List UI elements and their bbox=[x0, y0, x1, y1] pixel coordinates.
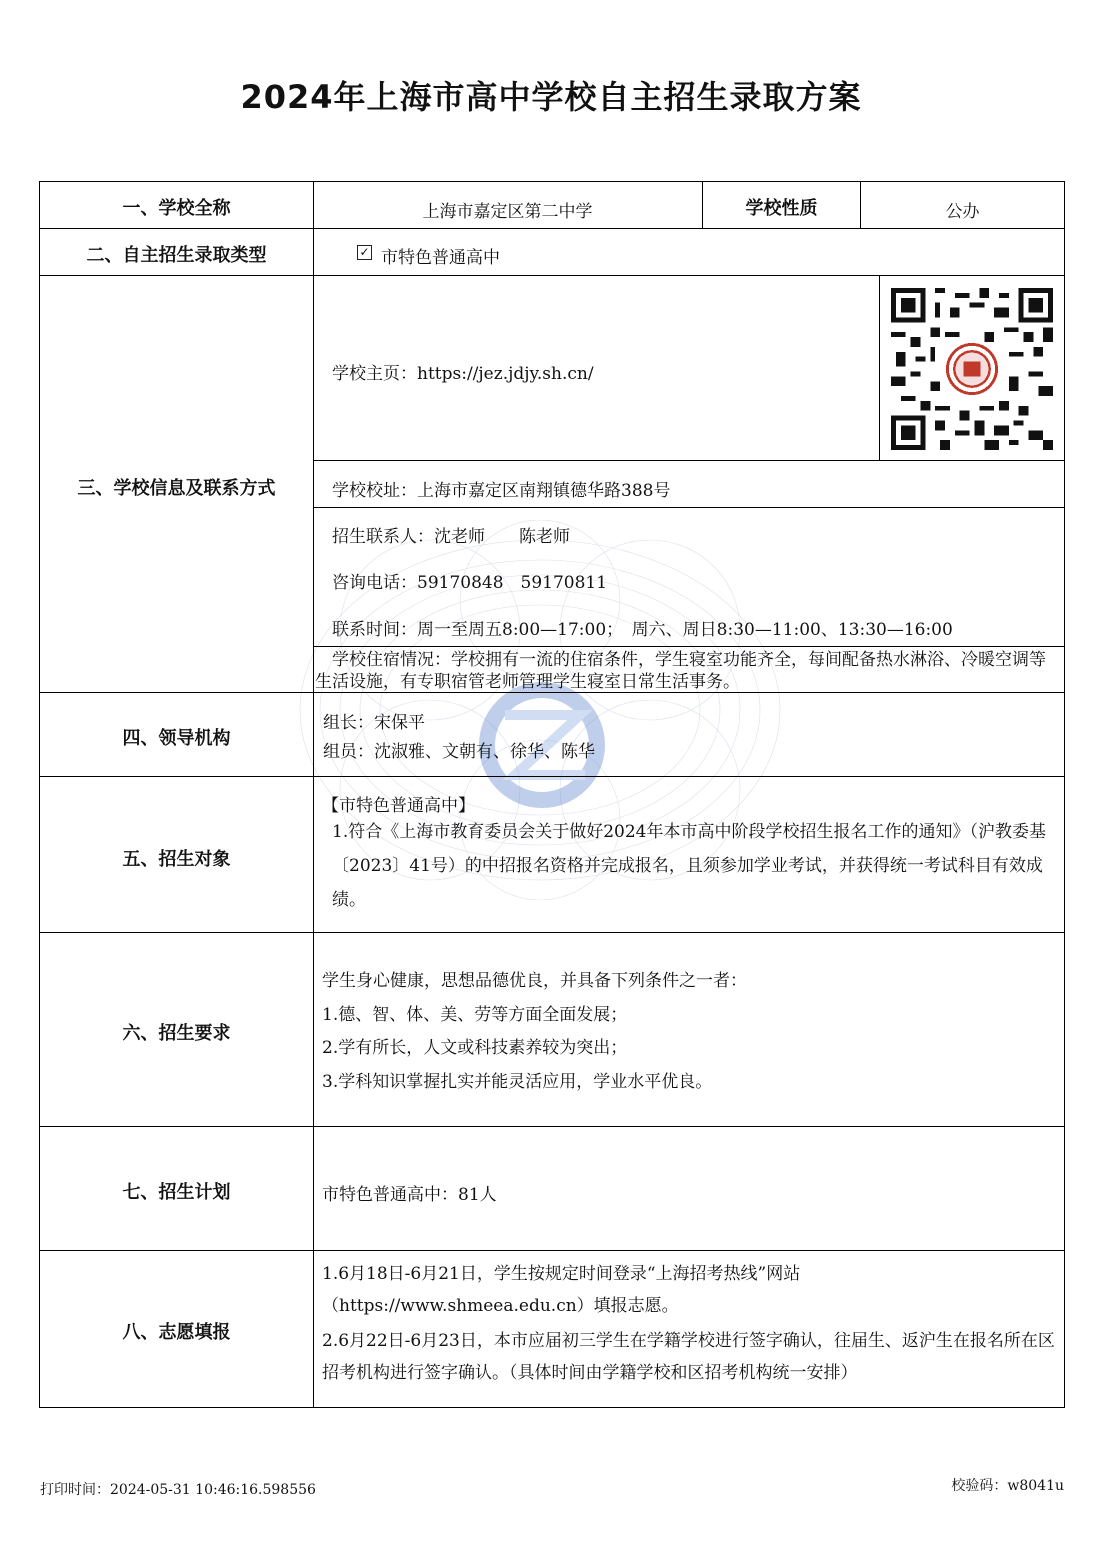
filling-item-2: 2.6月22日-6月23日，本市应届初三学生在学籍学校进行签字确认，往届生、返沪生在报名所在区招考机构进行签字确认。（具体时间由学籍学校和区招考机构统一安排） bbox=[322, 1331, 1055, 1383]
contact-hours: 联系时间：周一至周五8:00—17:00； 周六、周日8:30—11:00、13:30—16:00 bbox=[332, 620, 953, 640]
admission-plan-value: 市特色普通高中：81人 bbox=[322, 1185, 497, 1205]
admission-contact: 招生联系人：沈老师 陈老师 bbox=[332, 527, 570, 547]
label-school-info: 三、学校信息及联系方式 bbox=[77, 478, 276, 499]
label-admission-requirements: 六、招生要求 bbox=[122, 1023, 231, 1044]
group-leader: 组长：宋保平 bbox=[323, 713, 425, 733]
consult-phone: 咨询电话：59170848 59170811 bbox=[332, 573, 608, 593]
requirement-item-3: 3.学科知识掌握扎实并能灵活应用，学业水平优良。 bbox=[322, 1072, 713, 1092]
label-school-fullname: 一、学校全称 bbox=[122, 198, 231, 219]
filling-item-1: 1.6月18日-6月21日，学生按规定时间登录“上海招考热线”网站（https://www.shmeea.edu.cn）填报志愿。 bbox=[322, 1264, 801, 1316]
admission-type-value: 市特色普通高中 bbox=[381, 248, 500, 268]
school-name: 上海市嘉定区第二中学 bbox=[422, 202, 593, 222]
group-members: 组员：沈淑雅、文朝有、徐华、陈华 bbox=[323, 742, 595, 762]
label-admission-target: 五、招生对象 bbox=[122, 849, 231, 870]
print-time: 打印时间：2024-05-31 10:46:16.598556 bbox=[40, 1482, 316, 1498]
label-application-filling: 八、志愿填报 bbox=[122, 1322, 231, 1343]
requirement-item-1: 1.德、智、体、美、劳等方面全面发展； bbox=[322, 1005, 628, 1025]
target-item-1: 1.符合《上海市教育委员会关于做好2024年本市高中阶段学校招生报名工作的通知》（沪教委基〔2023〕41号）的中招报名资格并完成报名，且须参加学业考试，并获得统一考试科目有效成绩。 bbox=[332, 822, 1046, 910]
requirement-item-2: 2.学有所长，人文或科技素养较为突出； bbox=[322, 1038, 628, 1058]
label-school-nature: 学校性质 bbox=[745, 198, 818, 219]
school-address: 学校校址：上海市嘉定区南翔镇德华路388号 bbox=[332, 481, 671, 501]
admission-type-checkbox: ✓ bbox=[357, 245, 372, 260]
page-title: 2024年上海市高中学校自主招生录取方案 bbox=[240, 78, 862, 116]
school-nature-value: 公办 bbox=[945, 202, 980, 222]
lodging-info: 学校住宿情况：学校拥有一流的住宿条件，学生寝室功能齐全，每间配备热水淋浴、冷暖空调等生活设施，有专职宿管老师管理学生寝室日常生活事务。 bbox=[315, 650, 1046, 692]
target-category: 【市特色普通高中】 bbox=[322, 796, 475, 816]
label-admission-plan: 七、招生计划 bbox=[122, 1182, 231, 1203]
label-admission-type: 二、自主招生录取类型 bbox=[86, 245, 267, 266]
qr-code-icon bbox=[891, 288, 1053, 450]
requirements-intro: 学生身心健康，思想品德优良，并具备下列条件之一者： bbox=[322, 971, 747, 991]
label-leadership: 四、领导机构 bbox=[122, 728, 231, 749]
checksum: 校验码：w8041u bbox=[951, 1478, 1064, 1494]
school-homepage: 学校主页：https://jez.jdjy.sh.cn/ bbox=[332, 364, 594, 384]
